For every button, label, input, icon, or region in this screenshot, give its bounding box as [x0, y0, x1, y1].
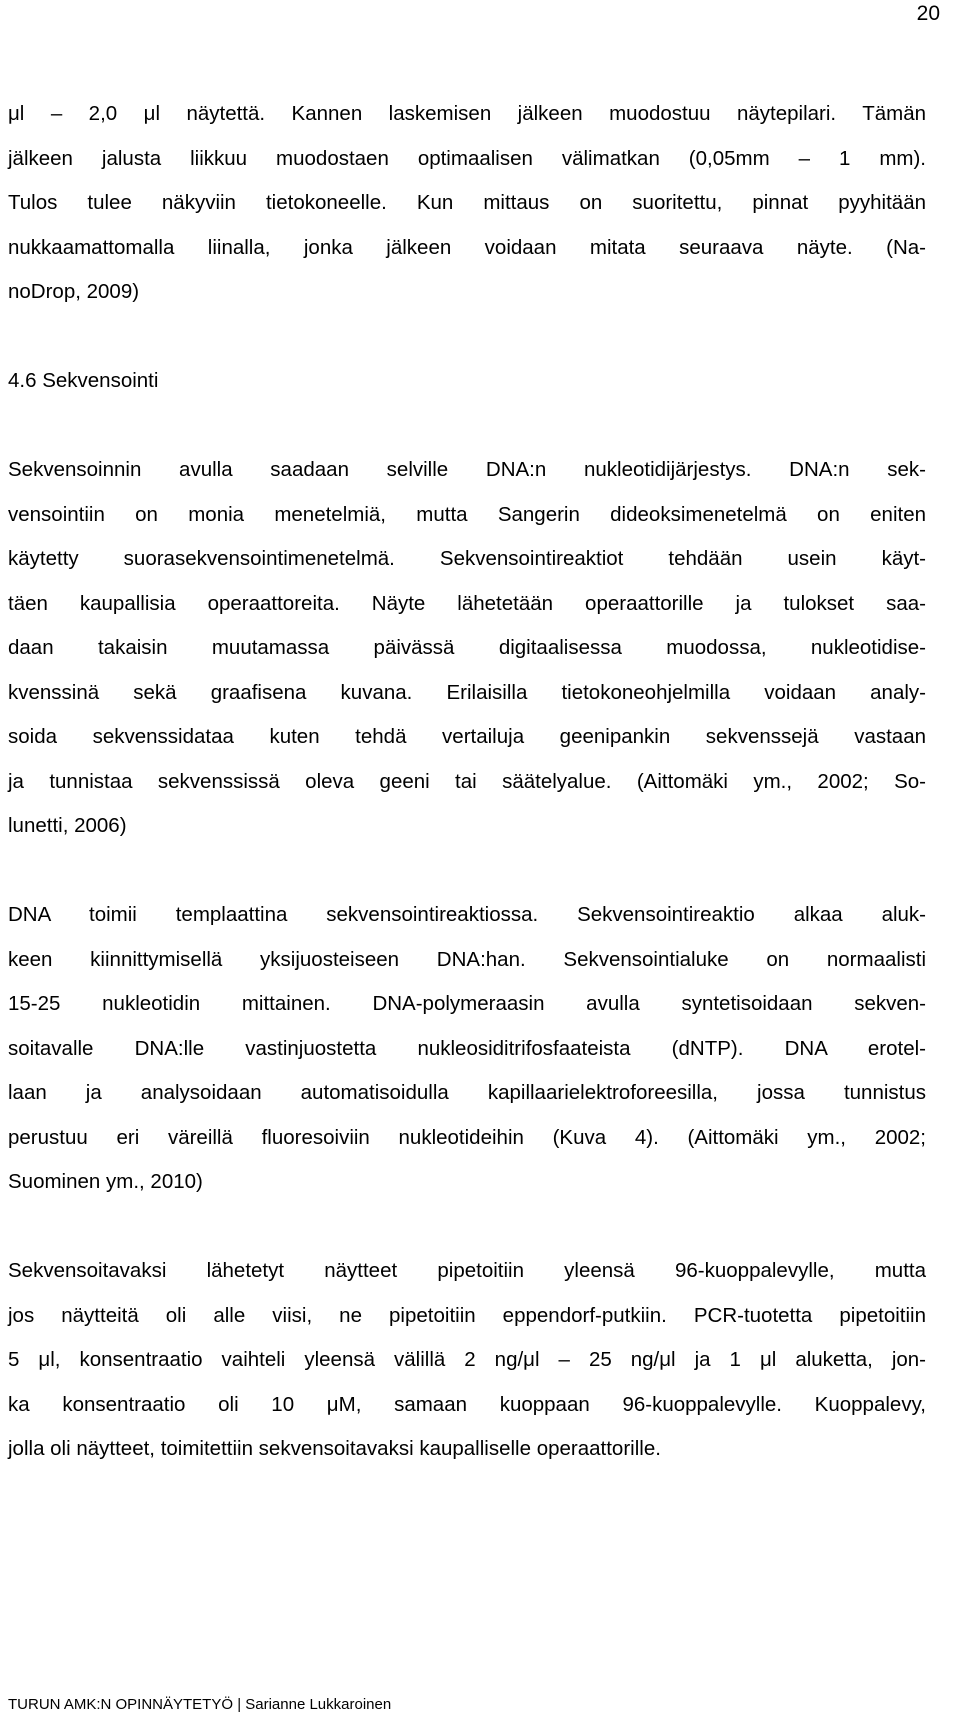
text-line: Suominen ym., 2010) [8, 1170, 203, 1193]
text-line: täen kaupallisia operaattoreita. Näyte lähetetään operaattorille ja tulokset saa- [8, 591, 926, 615]
text-line: Tulos tulee näkyviin tietokoneelle. Kun mittaus on suoritettu, pinnat pyyhitään [8, 191, 926, 214]
text-line: 15-25 nukleotidin mittainen. DNA-polymeraasin avulla syntetisoidaan sekven- [8, 992, 926, 1015]
paragraph-sequencing-reaction [8, 893, 926, 1205]
section-heading: 4.6 Sekvensointi [8, 369, 159, 392]
paragraph-sample-submission [8, 1249, 926, 1472]
text-line: keen kiinnittymisellä yksijuosteiseen DNA:han. Sekvensointialuke on normaalisti [8, 947, 926, 971]
text-line: Sekvensoinnin avulla saadaan selville DNA:n nukleotidijärjestys. DNA:n sek- [8, 458, 926, 481]
text-line: ka konsentraatio oli 10 μM, samaan kuoppaan 96-kuoppalevylle. Kuoppalevy, [8, 1392, 926, 1416]
page-footer: TURUN AMK:N OPINNÄYTETYÖ | Sarianne Lukkaroinen [8, 1696, 392, 1713]
document-body [8, 92, 926, 1472]
paragraph-gap [8, 404, 926, 449]
text-line: perustuu eri väreillä fluoresoiviin nukleotideihin (Kuva 4). (Aittomäki ym., 2002; [8, 1125, 926, 1149]
text-line: jos näytteitä oli alle viisi, ne pipetoitiin eppendorf-putkiin. PCR-tuotetta pipetoitiin [8, 1303, 926, 1327]
text-line: ja tunnistaa sekvenssissä oleva geeni tai säätelyalue. (Aittomäki ym., 2002; So- [8, 769, 926, 793]
text-line: soida sekvenssidataa kuten tehdä vertailuja geenipankin sekvenssejä vastaan [8, 725, 926, 748]
text-line: Sekvensoitavaksi lähetetyt näytteet pipetoitiin yleensä 96-kuoppalevylle, mutta [8, 1259, 926, 1282]
paragraph-gap [8, 849, 926, 894]
text-line: laan ja analysoidaan automatisoidulla kapillaarielektroforeesilla, jossa tunnistus [8, 1081, 926, 1104]
paragraph-sequencing-intro [8, 448, 926, 849]
text-line: käytetty suorasekvensointimenetelmä. Sekvensointireaktiot tehdään usein käyt- [8, 547, 926, 570]
text-line: jälkeen jalusta liikkuu muodostaen optimaalisen välimatkan (0,05mm – 1 mm). [8, 146, 926, 170]
paragraph-gap [8, 315, 926, 360]
paragraph-gap [8, 1205, 926, 1250]
text-line: jolla oli näytteet, toimitettiin sekvensoitavaksi kaupalliselle operaattorille. [8, 1437, 661, 1460]
text-line: μl – 2,0 μl näytettä. Kannen laskemisen jälkeen muodostuu näytepilari. Tämän [8, 102, 926, 125]
text-line: lunetti, 2006) [8, 814, 127, 837]
text-line: kvenssinä sekä graafisena kuvana. Erilaisilla tietokoneohjelmilla voidaan analy- [8, 680, 926, 704]
text-line: soitavalle DNA:lle vastinjuostetta nukleosiditrifosfaateista (dNTP). DNA erotel- [8, 1036, 926, 1060]
text-line: daan takaisin muutamassa päivässä digitaalisessa muodossa, nukleotidise- [8, 636, 926, 659]
text-line: noDrop, 2009) [8, 280, 140, 303]
text-line: vensointiin on monia menetelmiä, mutta Sangerin dideoksimenetelmä on eniten [8, 502, 926, 526]
text-line: 5 μl, konsentraatio vaihteli yleensä välillä 2 ng/μl – 25 ng/μl ja 1 μl aluketta, jon- [8, 1348, 926, 1371]
text-line: DNA toimii templaattina sekvensointireaktiossa. Sekvensointireaktio alkaa aluk- [8, 903, 926, 926]
paragraph-nanodrop [8, 92, 926, 315]
text-line: nukkaamattomalla liinalla, jonka jälkeen voidaan mitata seuraava näyte. (Na- [8, 235, 926, 259]
page-number: 20 [916, 2, 940, 25]
